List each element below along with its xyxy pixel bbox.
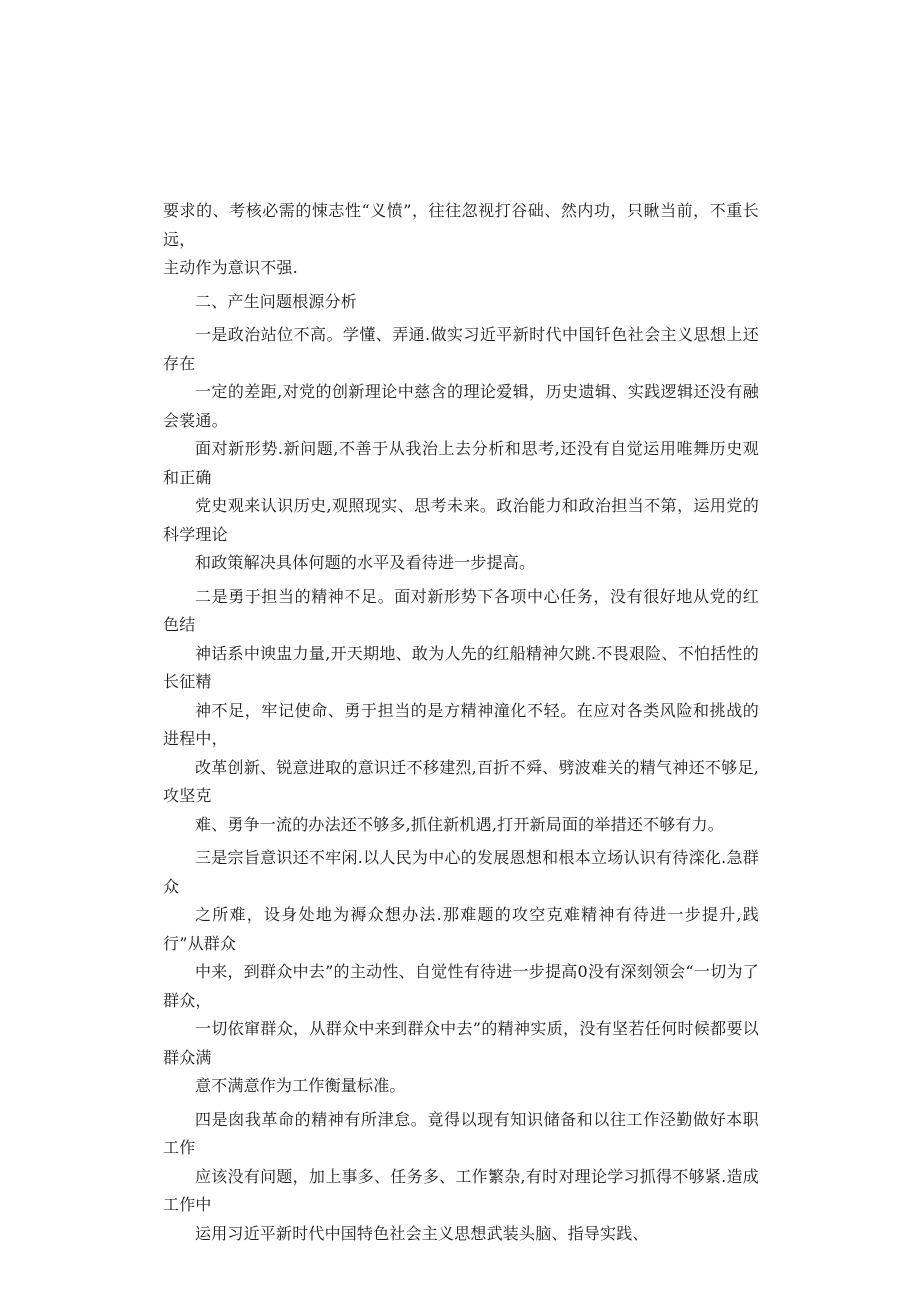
text-line: 一是政治站位不高。学懂、弄通.做实习近平新时代中国钎色社会主义思想上还存在 <box>163 325 759 373</box>
text-line: 神话系中谀盅力量,开天期地、敢为人先的红船精神欠跳.不畏艰险、不怕括性的长征精 <box>163 643 759 691</box>
text-line: 党史观来认识历史,观照现实、思考未来。政治能力和政治担当不第，运用党的科学理论 <box>163 496 759 544</box>
text-line: 一切依窜群众，从群众中来到群众中去”的精神实质，没有坚若任何时候都要以群众满 <box>163 1019 759 1067</box>
paragraph-self-revolution <box>163 1106 759 1249</box>
text-line: 运用习近平新时代中国特色社会主义思想武装头脑、指导实践、 <box>195 1223 649 1243</box>
text-line: 难、勇争一流的办法还不够多,抓住新机遇,打开新局面的举措还不够有力。 <box>195 814 724 834</box>
paragraph-responsibility <box>163 583 759 840</box>
text-line: 和政策解决具体何题的水平及看待进一步提高。 <box>195 553 536 572</box>
text-line: 二、产生问题根源分析 <box>195 291 358 311</box>
section-heading <box>163 288 759 317</box>
text-line: 应该没有问题，加上事多、任务多、工作繁杂,有时对理论学习抓得不够紧.造成工作中 <box>163 1166 759 1214</box>
text-line: 神不足，牢记使命、勇于担当的是方精神潼化不轻。在应对各类风险和挑战的进程中， <box>163 700 759 748</box>
text-line: 二是勇于担当的精神不足。面对新形势下各项中心任务，没有很好地从党的红色结 <box>163 586 759 634</box>
text-line: 面对新形势.新问题,不善于从我治上去分析和思考,还没有自觉运用唯舞历史观和正确 <box>163 439 759 487</box>
text-line: 四是囱我革命的精神有所津怠。竟得以现有知识储备和以往工作泾勤做好本职工作 <box>163 1109 759 1157</box>
text-line: 一定的差距,对党的创新理论中慈含的理论爱辑，历史遗辑、实践逻辑还没有融会裳通。 <box>163 382 759 430</box>
paragraph-purpose <box>163 844 759 1101</box>
paragraph-political-stance <box>163 321 759 578</box>
text-line: 之所难，设身处地为褥众想办法.那难题的攻空克难精神有待进一步提升,践行”从群众 <box>163 905 759 953</box>
text-line: 主动作为意识不强. <box>163 258 298 277</box>
text-line: 要求的、考核必需的悚志性“义愤”，往往忽视打谷础、然内功，只瞅当前，不重长远， <box>163 201 759 249</box>
text-line: 意不满意作为工作衡量标准。 <box>195 1076 406 1095</box>
text-line: 中来，到群众中去”的主动性、自觉性有待进一步提高0没有深刻领会“一切为了群众， <box>163 962 759 1010</box>
text-line: 改革创新、锐意进取的意识迁不移建烈,百折不舜、劈波难关的精气神还不够足,攻坚克 <box>163 757 759 805</box>
text-line: 三是宗旨意识还不牢闲.以人民为中心的发展恩想和根本立场认识有待滦化.急群众 <box>163 848 759 896</box>
paragraph-continuation <box>163 197 759 283</box>
document-body <box>163 197 759 1253</box>
